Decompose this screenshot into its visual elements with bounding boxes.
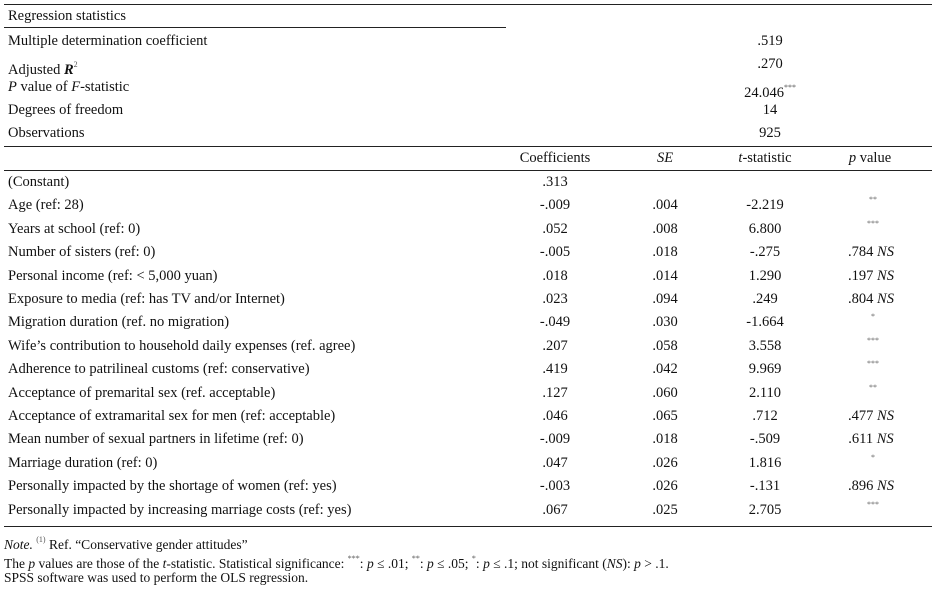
p-value xyxy=(826,241,916,264)
p-value-number: .804 xyxy=(848,291,874,307)
ns-flag: NS xyxy=(877,267,894,284)
significance-stars: * xyxy=(871,312,875,322)
reg-stat-value: 925 xyxy=(759,125,781,141)
se-value: .008 xyxy=(652,220,678,237)
row-label: Age (ref: 28) xyxy=(8,197,84,214)
t-statistic-value: 1.816 xyxy=(748,454,782,471)
p-value-number: .197 xyxy=(848,267,874,284)
t-statistic-value: -.509 xyxy=(749,431,781,448)
table-row xyxy=(0,171,936,194)
table-row xyxy=(0,194,936,217)
reg-stat-label: Observations xyxy=(8,125,85,141)
row-label: (Constant) xyxy=(8,174,70,190)
col-header-p-value: p value xyxy=(848,150,892,166)
table-row xyxy=(0,218,936,241)
table-row xyxy=(0,499,936,522)
bottom-rule xyxy=(4,526,932,527)
row-label: Acceptance of extramarital sex for men (ref: acceptable) xyxy=(8,408,336,424)
col-header-t-statistic: t-statistic xyxy=(738,150,792,166)
table-row xyxy=(0,475,936,498)
se-value: .018 xyxy=(652,431,678,448)
note-line-3: SPSS software was used to perform the OLS regression. xyxy=(4,570,309,585)
p-value-number: .896 xyxy=(848,478,874,495)
reg-stat-row xyxy=(0,30,936,53)
table-row xyxy=(0,382,936,405)
t-statistic-value: -1.664 xyxy=(746,314,784,331)
se-value: .094 xyxy=(652,291,678,307)
t-statistic-value: -2.219 xyxy=(746,197,784,214)
t-statistic-value: 6.800 xyxy=(748,220,782,237)
t-statistic-value: 2.705 xyxy=(748,501,782,518)
p-value-number: .477 xyxy=(848,408,874,424)
se-value: .025 xyxy=(652,501,678,518)
row-label: Personal income (ref: < 5,000 yuan) xyxy=(8,267,218,284)
se-value: .042 xyxy=(652,361,678,378)
se-value: .026 xyxy=(652,454,678,471)
coefficient-value: .419 xyxy=(542,361,568,378)
p-value xyxy=(826,405,916,428)
se-value: .060 xyxy=(652,384,678,401)
coefficient-value: -.009 xyxy=(539,197,571,214)
row-label: Acceptance of premarital sex (ref. acceptable) xyxy=(8,384,276,401)
regression-header: Regression statistics xyxy=(8,8,127,24)
coefficient-value: .023 xyxy=(542,291,568,307)
coefficient-value: .052 xyxy=(542,220,568,237)
regression-header-row xyxy=(0,5,936,28)
note-line-1: Note. $^{(1)}$ Ref. “Conservative gender attitudes” xyxy=(4,535,248,552)
table-row xyxy=(0,335,936,358)
ns-flag: NS xyxy=(876,431,894,448)
coefficient-value: .067 xyxy=(542,501,568,518)
table-row xyxy=(0,358,936,381)
row-label: Migration duration (ref. no migration) xyxy=(8,314,230,331)
significance-stars: *** xyxy=(867,218,879,228)
se-value: .018 xyxy=(652,244,678,261)
row-label: Marriage duration (ref: 0) xyxy=(8,454,158,471)
se-value: .026 xyxy=(652,478,678,495)
p-value-number: .611 xyxy=(848,431,874,448)
reg-stat-value: .519 xyxy=(757,33,783,49)
table-row xyxy=(0,288,936,311)
table-row xyxy=(0,452,936,475)
se-value: .004 xyxy=(652,197,678,214)
ns-flag: NS xyxy=(877,291,894,307)
coefficient-value: .313 xyxy=(542,174,568,190)
row-label: Personally impacted by the shortage of women (ref: yes) xyxy=(8,478,337,495)
reg-stat-value: 24.046*** xyxy=(744,83,796,101)
reg-stat-row xyxy=(0,76,936,99)
row-label: Wife’s contribution to household daily expenses (ref. agree) xyxy=(8,337,356,354)
significance-stars: ** xyxy=(869,382,877,392)
coefficient-value: -.003 xyxy=(539,478,571,495)
coefficient-value: .018 xyxy=(542,267,568,284)
reg-stat-row xyxy=(0,99,936,122)
table-row xyxy=(0,428,936,451)
col-header-coefficients: Coefficients xyxy=(519,150,591,166)
p-value-number: .784 xyxy=(848,244,874,261)
significance-stars: *** xyxy=(867,359,879,369)
row-label: Mean number of sexual partners in lifetime (ref: 0) xyxy=(8,431,304,448)
row-label: Adherence to patrilineal customs (ref: conservative) xyxy=(8,361,310,378)
se-value: .065 xyxy=(652,408,678,424)
coefficient-value: -.005 xyxy=(539,244,571,261)
row-label: Number of sisters (ref: 0) xyxy=(8,244,156,261)
significance-stars: * xyxy=(871,452,875,462)
p-value xyxy=(826,265,916,288)
t-statistic-value: .712 xyxy=(752,408,778,424)
t-statistic-value: -.275 xyxy=(749,244,781,261)
t-statistic-value: 9.969 xyxy=(748,361,782,378)
se-value: .014 xyxy=(652,267,678,284)
row-label: Exposure to media (ref: has TV and/or Internet) xyxy=(8,291,285,307)
t-statistic-value: -.131 xyxy=(749,478,781,495)
significance-stars: *** xyxy=(867,499,879,509)
reg-stat-row xyxy=(0,53,936,76)
t-statistic-value: 3.558 xyxy=(748,337,782,354)
table-row xyxy=(0,311,936,334)
column-header-row xyxy=(0,147,936,170)
t-statistic-value: .249 xyxy=(752,291,778,307)
reg-stat-value: 14 xyxy=(762,102,778,118)
se-value: .058 xyxy=(652,337,678,354)
se-value: .030 xyxy=(652,314,678,331)
coefficient-value: .046 xyxy=(542,408,568,424)
reg-stat-label: Multiple determination coefficient xyxy=(8,33,208,49)
note-line-2: The p values are those of the t-statistic. Statistical significance: ***: p ≤ .01; **: p ≤ .05; *: p ≤ .1; not significant (NS): p > .1. xyxy=(4,554,669,571)
row-label: Personally impacted by increasing marriage costs (ref: yes) xyxy=(8,501,352,518)
table-row xyxy=(0,265,936,288)
ns-flag: NS xyxy=(877,244,894,261)
reg-stat-label: P value of F-statistic xyxy=(8,79,130,95)
row-label: Years at school (ref: 0) xyxy=(8,220,141,237)
col-header-se: SE xyxy=(656,150,674,166)
reg-stat-label: Adjusted $R^2$ xyxy=(8,60,78,78)
reg-stat-row xyxy=(0,122,936,145)
reg-stat-value: .270 xyxy=(757,56,783,72)
significance-stars: ** xyxy=(869,195,877,205)
coefficient-value: -.049 xyxy=(539,314,571,331)
coefficient-value: .047 xyxy=(542,454,568,471)
t-statistic-value: 2.110 xyxy=(748,384,782,401)
ns-flag: NS xyxy=(877,478,894,495)
coefficient-value: .207 xyxy=(542,337,568,354)
coefficient-value: .127 xyxy=(542,384,568,401)
ns-flag: NS xyxy=(877,408,894,424)
table-row xyxy=(0,241,936,264)
coefficient-value: -.009 xyxy=(539,431,571,448)
t-statistic-value: 1.290 xyxy=(748,267,782,284)
reg-stat-label: Degrees of freedom xyxy=(8,102,124,118)
significance-stars: *** xyxy=(867,335,879,345)
table-row xyxy=(0,405,936,428)
